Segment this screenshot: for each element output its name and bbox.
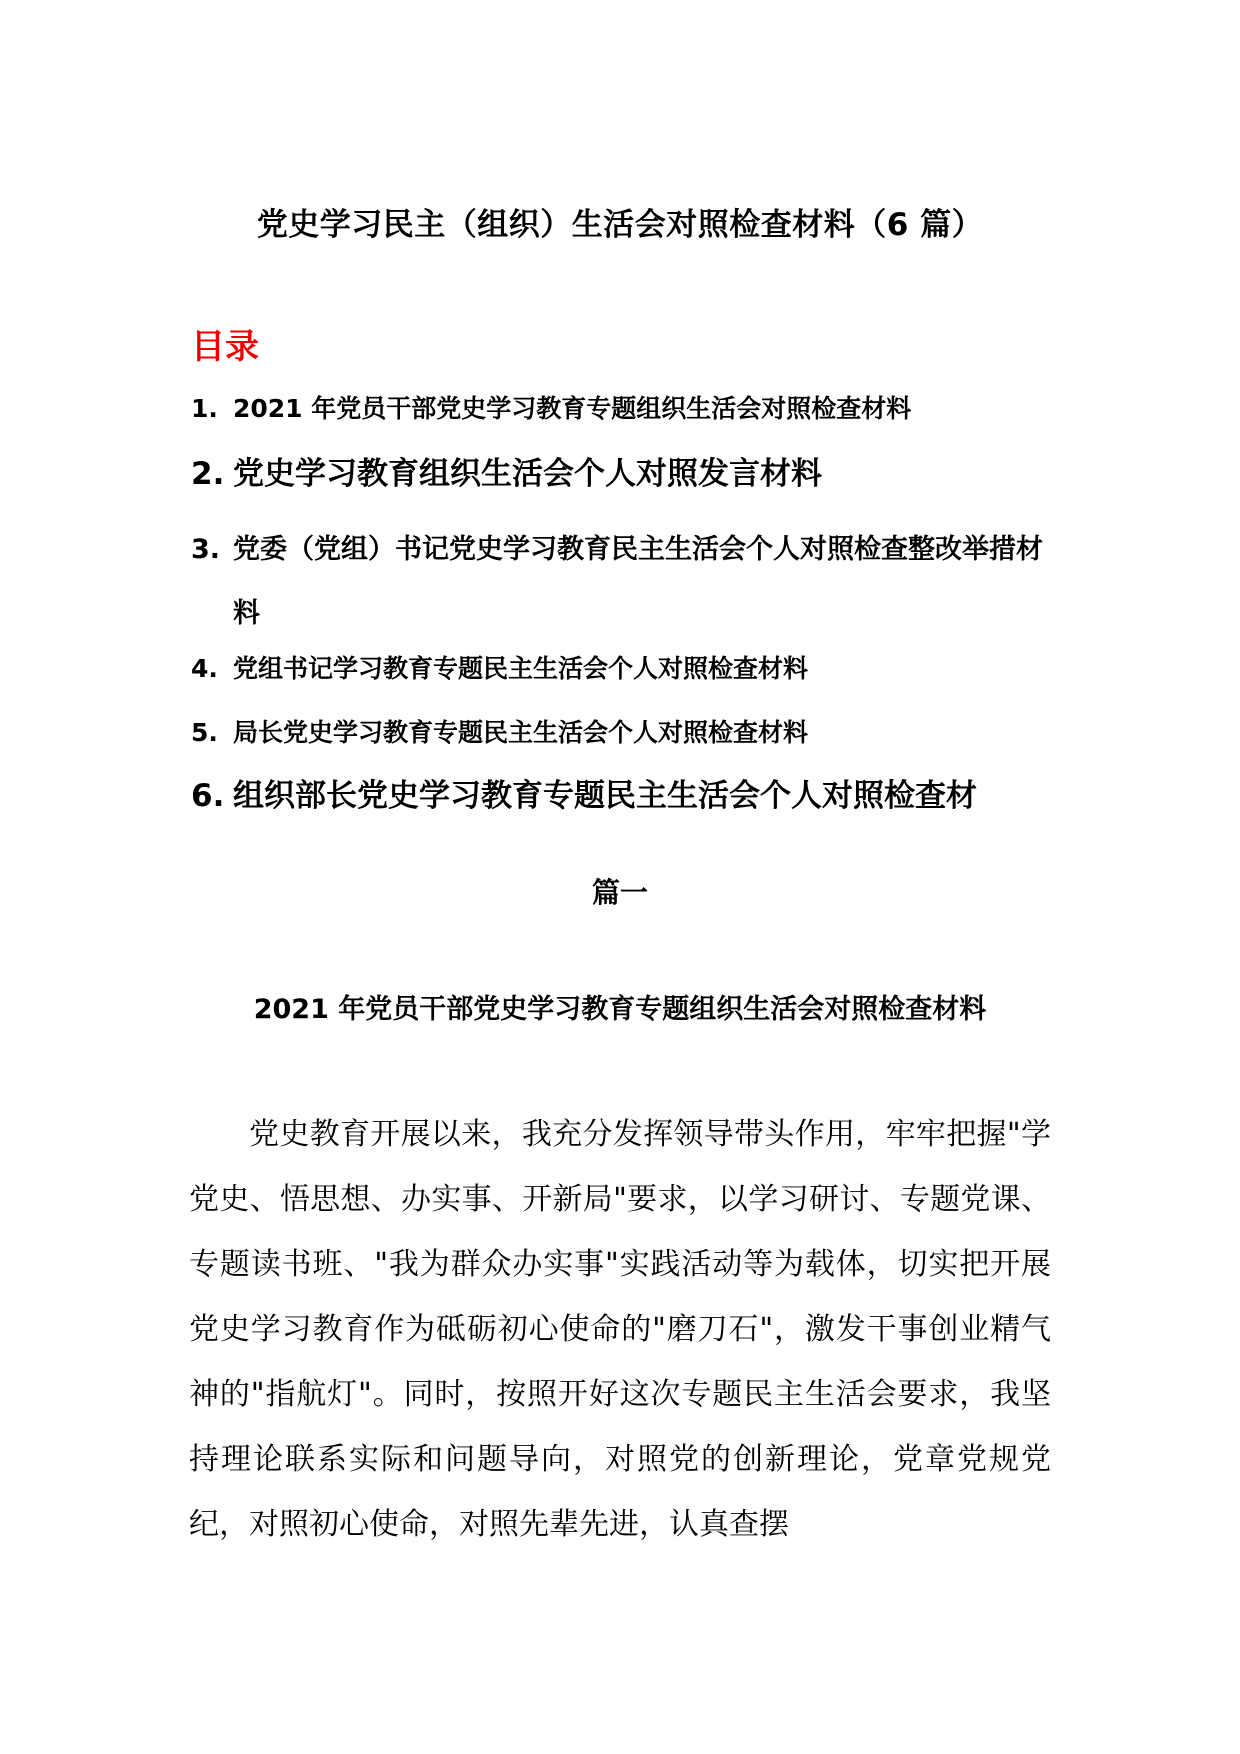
toc-item-text: 党委（党组）书记党史学习教育民主生活会个人对照检查整改举措材料 bbox=[233, 534, 1043, 629]
toc-item-number: 3. bbox=[191, 534, 221, 565]
toc-item-2[interactable] bbox=[191, 451, 1071, 497]
toc-item-3[interactable] bbox=[191, 518, 1071, 646]
toc-item-text: 局长党史学习教育专题民主生活会个人对照检查材料 bbox=[233, 718, 809, 747]
toc-item-number: 5. bbox=[191, 718, 218, 747]
toc-item-text: 2021 年党员干部党史学习教育专题组织生活会对照检查材料 bbox=[233, 394, 912, 423]
toc-item-text: 党组书记学习教育专题民主生活会个人对照检查材料 bbox=[233, 654, 809, 683]
toc-item-1[interactable] bbox=[191, 389, 1071, 429]
document-title: 党史学习民主（组织）生活会对照检查材料（6 篇） bbox=[256, 207, 984, 243]
body-paragraph: 党史教育开展以来，我充分发挥领导带头作用，牢牢把握"学党史、悟思想、办实事、开新局"要求，以学习研讨、专题党课、专题读书班、"我为群众办实事"实践活动等为载体，切实把开展党史学习教育作为砥砺初心使命的"磨刀石"，激发干事创业精气神的"指航灯"。同时，按照开好这次专题民主生活会要求，我坚持理论联系实际和问题导向，对照党的创新理论，党章党规党纪，对照初心使命，对照先辈先进，认真查摆 bbox=[189, 1117, 1051, 1542]
toc-item-5[interactable] bbox=[191, 713, 1071, 753]
toc-item-number: 2. bbox=[191, 456, 225, 492]
toc-item-4[interactable] bbox=[191, 649, 1071, 689]
toc-item-number: 1. bbox=[191, 394, 218, 423]
toc-item-number: 6. bbox=[191, 778, 225, 814]
toc-item-number: 4. bbox=[191, 654, 218, 683]
toc-heading: 目录 bbox=[191, 327, 259, 367]
section-label: 篇一 bbox=[591, 876, 648, 909]
section-title: 2021 年党员干部党史学习教育专题组织生活会对照检查材料 bbox=[253, 994, 987, 1025]
toc-item-text: 组织部长党史学习教育专题民主生活会个人对照检查材 bbox=[233, 778, 977, 814]
toc-item-text: 党史学习教育组织生活会个人对照发言材料 bbox=[233, 456, 822, 492]
toc-item-6[interactable] bbox=[191, 773, 1071, 819]
